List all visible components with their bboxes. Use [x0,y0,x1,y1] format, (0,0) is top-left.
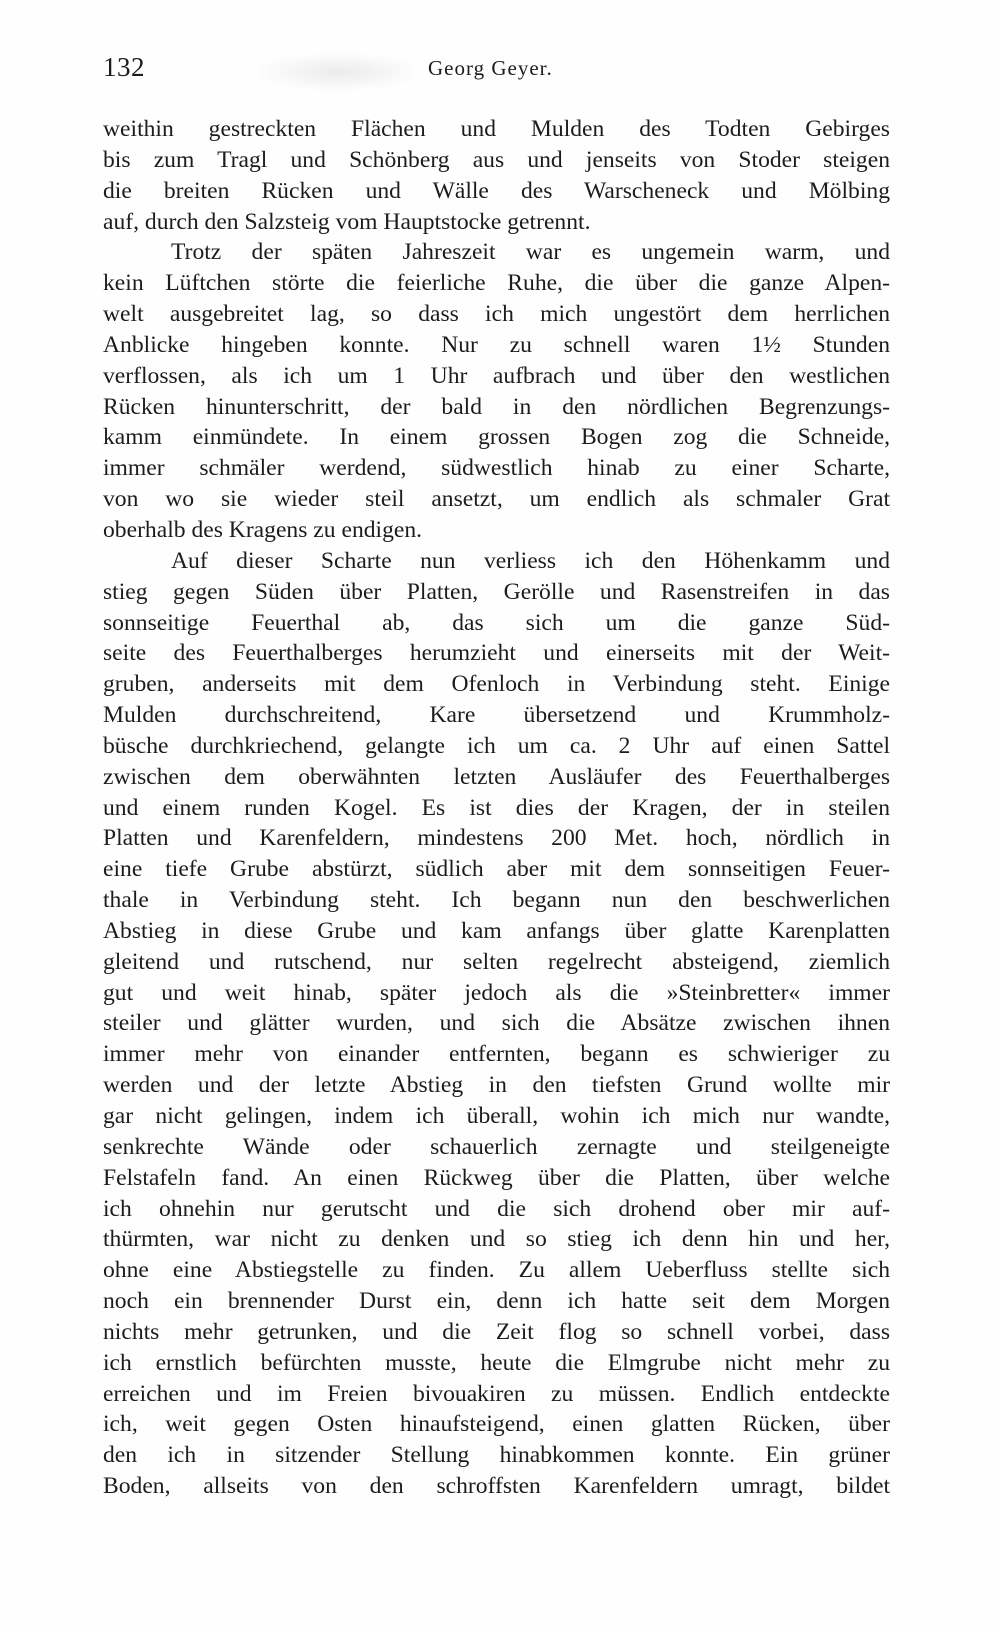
text-line: steiler und glätter wurden, und sich die Absätze zwischen ihnen [103,1010,890,1037]
text-line: stieg gegen Süden über Platten, Gerölle und Rasenstreifen in das [103,578,890,605]
text-line: erreichen und im Freien bivouakiren zu müssen. Endlich entdeckte [103,1380,890,1407]
text-line: auf, durch den Salzsteig vom Hauptstocke getrennt. [103,208,591,235]
text-line: kein Lüftchen störte die feierliche Ruhe, die über die ganze Alpen- [103,270,890,297]
text-line: immer schmäler werdend, südwestlich hinab zu einer Scharte, [103,455,890,482]
page-number: 132 [103,52,145,82]
text-line: Anblicke hingeben konnte. Nur zu schnell waren 1½ Stunden [103,331,890,358]
text-line: eine tiefe Grube abstürzt, südlich aber mit dem sonnseitigen Feuer- [103,856,890,883]
text-line: senkrechte Wände oder schauerlich zernagte und steilgeneigte [103,1133,890,1160]
text-line: gut und weit hinab, später jedoch als die »Steinbretter« immer [103,979,890,1006]
text-line: verflossen, als ich um 1 Uhr aufbrach und über den westlichen [103,362,890,389]
text-line: Abstieg in diese Grube und kam anfangs über glatte Karenplatten [103,917,890,944]
text-line: Boden, allseits von den schroffsten Karenfeldern umragt, bildet [103,1473,890,1500]
text-line: ohne eine Abstiegstelle zu finden. Zu allem Ueberfluss stellte sich [103,1257,890,1284]
scan-smudge [253,52,423,92]
text-line: werden und der letzte Abstieg in den tiefsten Grund wollte mir [103,1072,890,1099]
text-line: Platten und Karenfeldern, mindestens 200 Met. hoch, nördlich in [103,825,890,852]
text-line: weithin gestreckten Flächen und Mulden des Todten Gebirges [103,116,890,142]
text-line: von wo sie wieder steil ansetzt, um endlich als schmaler Grat [103,486,890,513]
text-line: bis zum Tragl und Schönberg aus und jenseits von Stoder steigen [103,146,890,173]
running-head: Georg Geyer. [428,56,553,80]
text-line: kamm einmündete. In einem grossen Bogen zog die Schneide, [103,424,890,451]
text-line: zwischen dem oberwähnten letzten Ausläufer des Feuerthalberges [103,763,890,790]
text-line: gar nicht gelingen, indem ich überall, wohin ich mich nur wandte, [103,1103,890,1129]
page-header [103,52,889,92]
text-line: Rücken hinunterschritt, der bald in den nördlichen Begrenzungs- [103,393,890,420]
text-line: Auf dieser Scharte nun verliess ich den Höhenkamm und [171,547,890,574]
text-line: Trotz der späten Jahreszeit war es ungemein warm, und [171,239,890,266]
text-line: immer mehr von einander entfernten, begann es schwieriger zu [103,1041,890,1068]
text-line: Felstafeln fand. An einen Rückweg über die Platten, über welche [103,1164,890,1191]
text-line: gruben, anderseits mit dem Ofenloch in Verbindung steht. Einige [103,671,890,698]
text-line: thürmten, war nicht zu denken und so stieg ich denn hin und her, [103,1226,890,1253]
text-line: oberhalb des Kragens zu endigen. [103,516,423,543]
text-line: Mulden durchschreitend, Kare übersetzend und Krummholz- [103,702,890,729]
text-line: noch ein brennender Durst ein, denn ich hatte seit dem Morgen [103,1288,890,1315]
body-text [103,114,890,1502]
text-line: ich ernstlich befürchten musste, heute die Elmgrube nicht mehr zu [103,1349,890,1376]
text-line: thale in Verbindung steht. Ich begann nun den beschwerlichen [103,887,890,914]
text-line: seite des Feuerthalberges herumzieht und einerseits mit der Weit- [103,640,890,667]
text-line: und einem runden Kogel. Es ist dies der Kragen, der in steilen [103,794,890,821]
text-line: nichts mehr getrunken, und die Zeit flog so schnell vorbei, dass [103,1318,890,1345]
text-line: ich ohnehin nur gerutscht und die sich drohend ober mir auf- [103,1195,890,1222]
text-line: sonnseitige Feuerthal ab, das sich um die ganze Süd- [103,609,890,636]
text-line: welt ausgebreitet lag, so dass ich mich ungestört dem herrlichen [103,301,890,328]
text-line: die breiten Rücken und Wälle des Warscheneck und Mölbing [103,177,890,204]
text-line: den ich in sitzender Stellung hinabkommen konnte. Ein grüner [103,1442,890,1469]
text-line: ich, weit gegen Osten hinaufsteigend, einen glatten Rücken, über [103,1411,890,1438]
text-line: gleitend und rutschend, nur selten regelrecht absteigend, ziemlich [103,948,890,975]
text-line: büsche durchkriechend, gelangte ich um ca. 2 Uhr auf einen Sattel [103,732,890,759]
